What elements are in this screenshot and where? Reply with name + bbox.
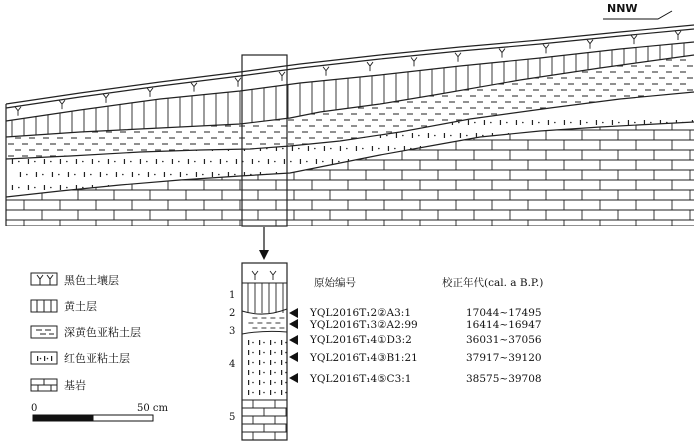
sample-id: YQL2016T₁2②A3:1 <box>310 307 412 319</box>
legend-label-black-soil: 黑色土壤层 <box>64 274 119 287</box>
column-layers <box>242 263 287 440</box>
layer-number: 5 <box>229 412 236 423</box>
layer-number: 1 <box>229 290 236 301</box>
cross-section <box>0 25 700 230</box>
legend-label-loess: 黄土层 <box>64 300 97 313</box>
sample-id: YQL2016T₁4⑤C3:1 <box>310 373 412 385</box>
sample-age: 38575~39708 <box>466 373 542 385</box>
sample-id: YQL2016T₁4③B1:21 <box>310 352 418 364</box>
sample-age: 36031~37056 <box>466 334 542 346</box>
sample-id: YQL2016T₁4①D3:2 <box>310 334 412 346</box>
legend-item-black-soil <box>31 273 119 287</box>
legend-item-red-clay <box>31 351 130 365</box>
column-layer-numbers <box>229 290 235 423</box>
sample-markers <box>289 308 298 383</box>
sample-marker <box>289 373 298 383</box>
down-arrow <box>259 227 269 260</box>
layer-number: 2 <box>229 308 236 319</box>
legend-label-red-clay: 红色亚粘土层 <box>64 352 130 365</box>
legend-item-loess <box>31 299 97 313</box>
sample-age: 16414~16947 <box>466 319 542 331</box>
sample-age: 17044~17495 <box>466 307 542 319</box>
scale-start-label: 0 <box>31 403 38 414</box>
legend-label-deep-yellow-clay: 深黄色亚粘土层 <box>64 326 141 339</box>
sample-marker <box>289 319 298 329</box>
sample-table <box>309 276 543 385</box>
sampling-column <box>229 263 298 440</box>
sample-marker <box>289 335 298 345</box>
layer-number: 4 <box>229 359 236 370</box>
sample-age: 37917~39120 <box>466 352 542 364</box>
sample-marker <box>289 308 298 318</box>
scale-end-label: 50 cm <box>137 403 168 414</box>
sample-id: YQL2016T₁3②A2:99 <box>310 319 418 331</box>
header-calibrated-age: 校正年代(cal. a B.P.) <box>442 277 544 289</box>
orientation-marker <box>603 2 672 19</box>
legend-item-bedrock <box>31 378 86 392</box>
legend-label-bedrock: 基岩 <box>64 379 86 392</box>
legend-item-deep-yellow-clay <box>31 325 141 339</box>
layer-number: 3 <box>229 326 236 337</box>
orientation-label: NNW <box>607 2 638 15</box>
header-sample-id: 原始编号 <box>314 277 356 289</box>
scale-bar <box>31 403 169 421</box>
sample-marker <box>289 352 298 362</box>
legend <box>31 273 169 421</box>
